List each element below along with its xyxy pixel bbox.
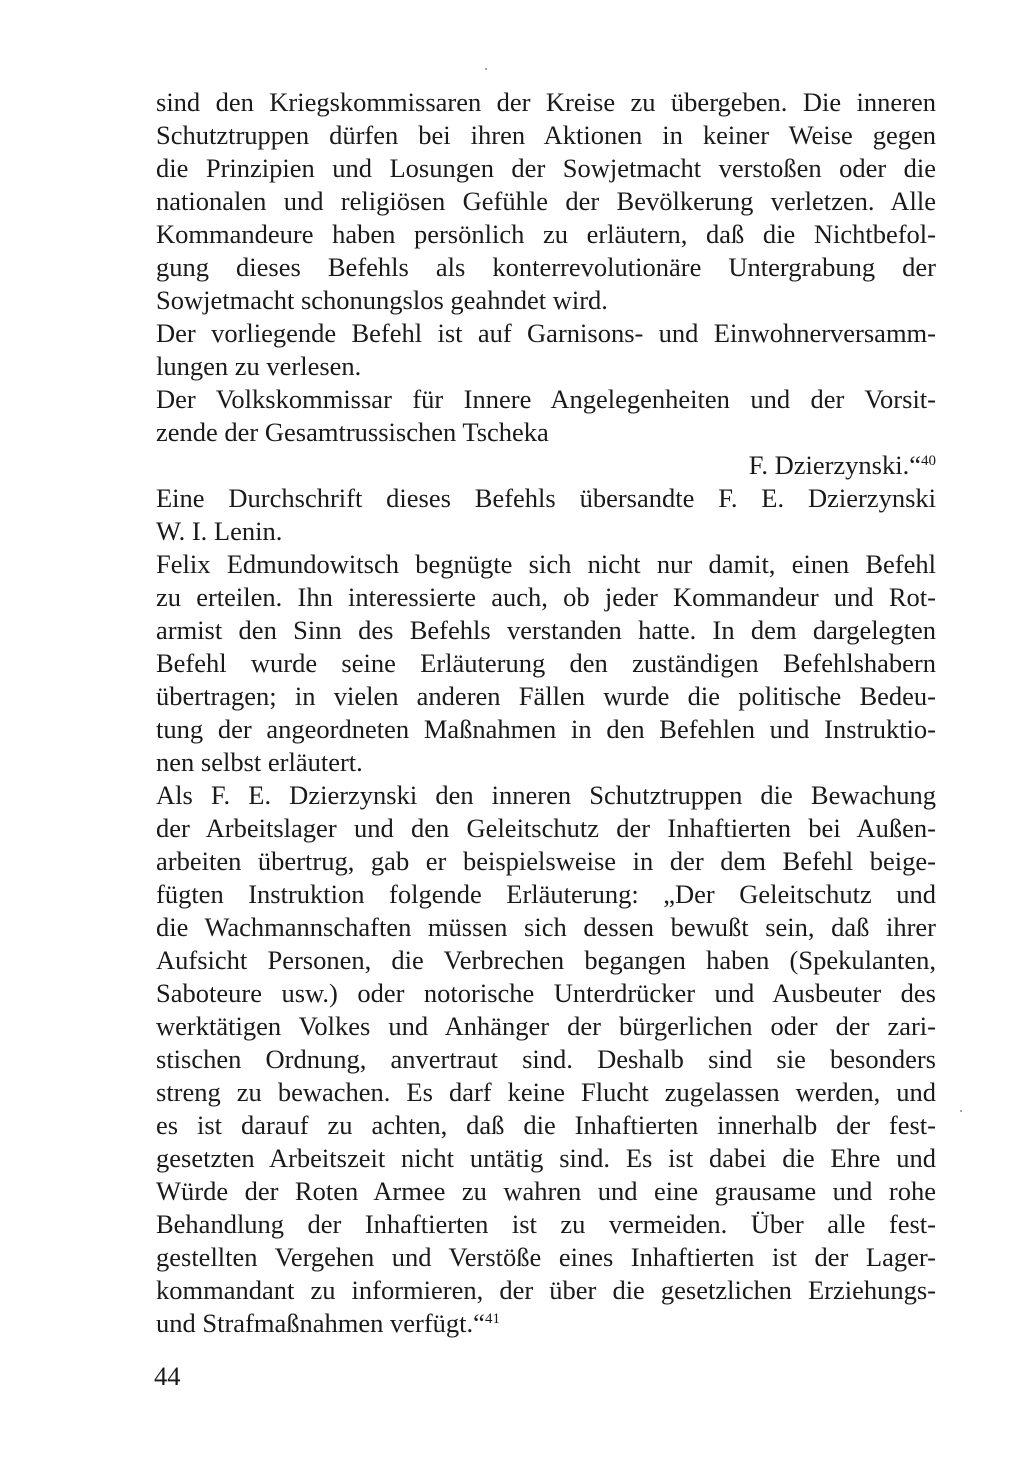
text-line-content: sind den Kriegskommissaren der Kreise zu übergeben. Die inneren — [156, 87, 936, 117]
text-line — [156, 944, 936, 977]
text-line-content: W. I. Lenin. — [156, 516, 283, 546]
text-line — [156, 383, 936, 416]
page-number: 44 — [154, 1361, 181, 1391]
text-line — [156, 515, 936, 548]
text-line-content: es ist darauf zu achten, daß die Inhaftierten innerhalb der fest- — [156, 1110, 936, 1140]
text-line — [156, 746, 936, 779]
text-line-content: übertragen; in vielen anderen Fällen wurde die politische Bedeu- — [156, 681, 936, 711]
text-line — [156, 1109, 936, 1142]
footnote-marker: 40 — [921, 453, 936, 469]
text-line — [156, 977, 936, 1010]
text-line-content: Eine Durchschrift dieses Befehls übersandte F. E. Dzierzynski — [156, 483, 936, 513]
text-line-content: Felix Edmundowitsch begnügte sich nicht nur damit, einen Befehl — [156, 549, 936, 579]
text-line — [156, 713, 936, 746]
scan-speck — [485, 68, 487, 70]
text-line — [156, 449, 936, 482]
text-line-content: gestellten Vergehen und Verstöße eines Inhaftierten ist der Lager- — [156, 1242, 936, 1272]
text-line-content: fügten Instruktion folgende Erläuterung: „Der Geleitschutz und — [156, 879, 936, 909]
text-line — [156, 350, 936, 383]
scan-speck — [960, 1110, 962, 1112]
text-line-content: Befehl wurde seine Erläuterung den zuständigen Befehlshabern — [156, 648, 936, 678]
text-line-content: Der Volkskommissar für Innere Angelegenheiten und der Vorsit- — [156, 384, 936, 414]
text-line-content: armist den Sinn des Befehls verstanden hatte. In dem dargelegten — [156, 615, 936, 645]
text-line-content: Als F. E. Dzierzynski den inneren Schutztruppen die Bewachung — [156, 780, 936, 810]
text-line — [156, 911, 936, 944]
text-line — [156, 1208, 936, 1241]
text-line-content: arbeiten übertrug, gab er beispielsweise in der dem Befehl beige- — [156, 846, 936, 876]
text-line — [156, 1307, 936, 1340]
text-line-content: Saboteure usw.) oder notorische Unterdrücker und Ausbeuter des — [156, 978, 936, 1008]
text-line-content: und Strafmaßnahmen verfügt.“ — [156, 1308, 485, 1338]
text-line — [156, 548, 936, 581]
text-line-content: werktätigen Volkes und Anhänger der bürgerlichen oder der zari- — [156, 1011, 936, 1041]
text-line-content: lungen zu verlesen. — [156, 351, 362, 381]
text-line — [156, 1241, 936, 1274]
text-line-content: zende der Gesamtrussischen Tscheka — [156, 417, 549, 447]
text-line-content: Schutztruppen dürfen bei ihren Aktionen in keiner Weise gegen — [156, 120, 936, 150]
footnote-marker: 41 — [484, 1311, 500, 1327]
text-line — [156, 680, 936, 713]
text-line-content: stischen Ordnung, anvertraut sind. Deshalb sind sie besonders — [156, 1044, 936, 1074]
text-line — [156, 1142, 936, 1175]
text-line — [156, 581, 936, 614]
text-line-content: F. Dzierzynski.“ — [748, 450, 921, 480]
text-line-content: Behandlung der Inhaftierten ist zu vermeiden. Über alle fest- — [156, 1209, 936, 1239]
text-line-content: Sowjetmacht schonungslos geahndet wird. — [156, 285, 608, 315]
text-line — [156, 779, 936, 812]
text-line — [156, 1175, 936, 1208]
text-line-content: zu erteilen. Ihn interessierte auch, ob jeder Kommandeur und Rot- — [156, 582, 936, 612]
text-line — [156, 812, 936, 845]
text-line-content: die Prinzipien und Losungen der Sowjetmacht verstoßen oder die — [156, 153, 936, 183]
text-line-content: streng zu bewachen. Es darf keine Flucht zugelassen werden, und — [156, 1077, 936, 1107]
text-line — [156, 1010, 936, 1043]
text-line-content: nationalen und religiösen Gefühle der Bevölkerung verletzen. Alle — [156, 186, 936, 216]
text-line-content: Würde der Roten Armee zu wahren und eine grausame und rohe — [156, 1176, 936, 1206]
text-line — [156, 614, 936, 647]
text-line — [156, 218, 936, 251]
text-line-content: Kommandeure haben persönlich zu erläutern, daß die Nichtbefol- — [156, 219, 936, 249]
text-line — [156, 647, 936, 680]
text-line-content: Der vorliegende Befehl ist auf Garnisons- und Einwohnerversamm- — [156, 318, 936, 348]
text-line — [156, 482, 936, 515]
text-line-content: Aufsicht Personen, die Verbrechen begangen haben (Spekulanten, — [156, 945, 936, 975]
text-line — [156, 185, 936, 218]
text-line — [156, 416, 936, 449]
text-line — [156, 878, 936, 911]
text-line-content: gung dieses Befehls als konterrevolutionäre Untergrabung der — [156, 252, 936, 282]
text-line-content: gesetzten Arbeitszeit nicht untätig sind. Es ist dabei die Ehre und — [156, 1143, 936, 1173]
text-line-content: kommandant zu informieren, der über die gesetzlichen Erziehungs- — [156, 1275, 936, 1305]
text-line — [156, 284, 936, 317]
text-line — [156, 1076, 936, 1109]
text-line-content: der Arbeitslager und den Geleitschutz der Inhaftierten bei Außen- — [156, 813, 936, 843]
text-line — [156, 845, 936, 878]
text-line — [156, 119, 936, 152]
text-line — [156, 1043, 936, 1076]
text-line — [156, 86, 936, 119]
text-line — [156, 152, 936, 185]
text-line-content: nen selbst erläutert. — [156, 747, 363, 777]
text-line — [156, 1274, 936, 1307]
text-line — [156, 317, 936, 350]
text-line — [156, 251, 936, 284]
text-line-content: die Wachmannschaften müssen sich dessen bewußt sein, daß ihrer — [156, 912, 936, 942]
text-line-content: tung der angeordneten Maßnahmen in den Befehlen und Instruktio- — [156, 714, 936, 744]
